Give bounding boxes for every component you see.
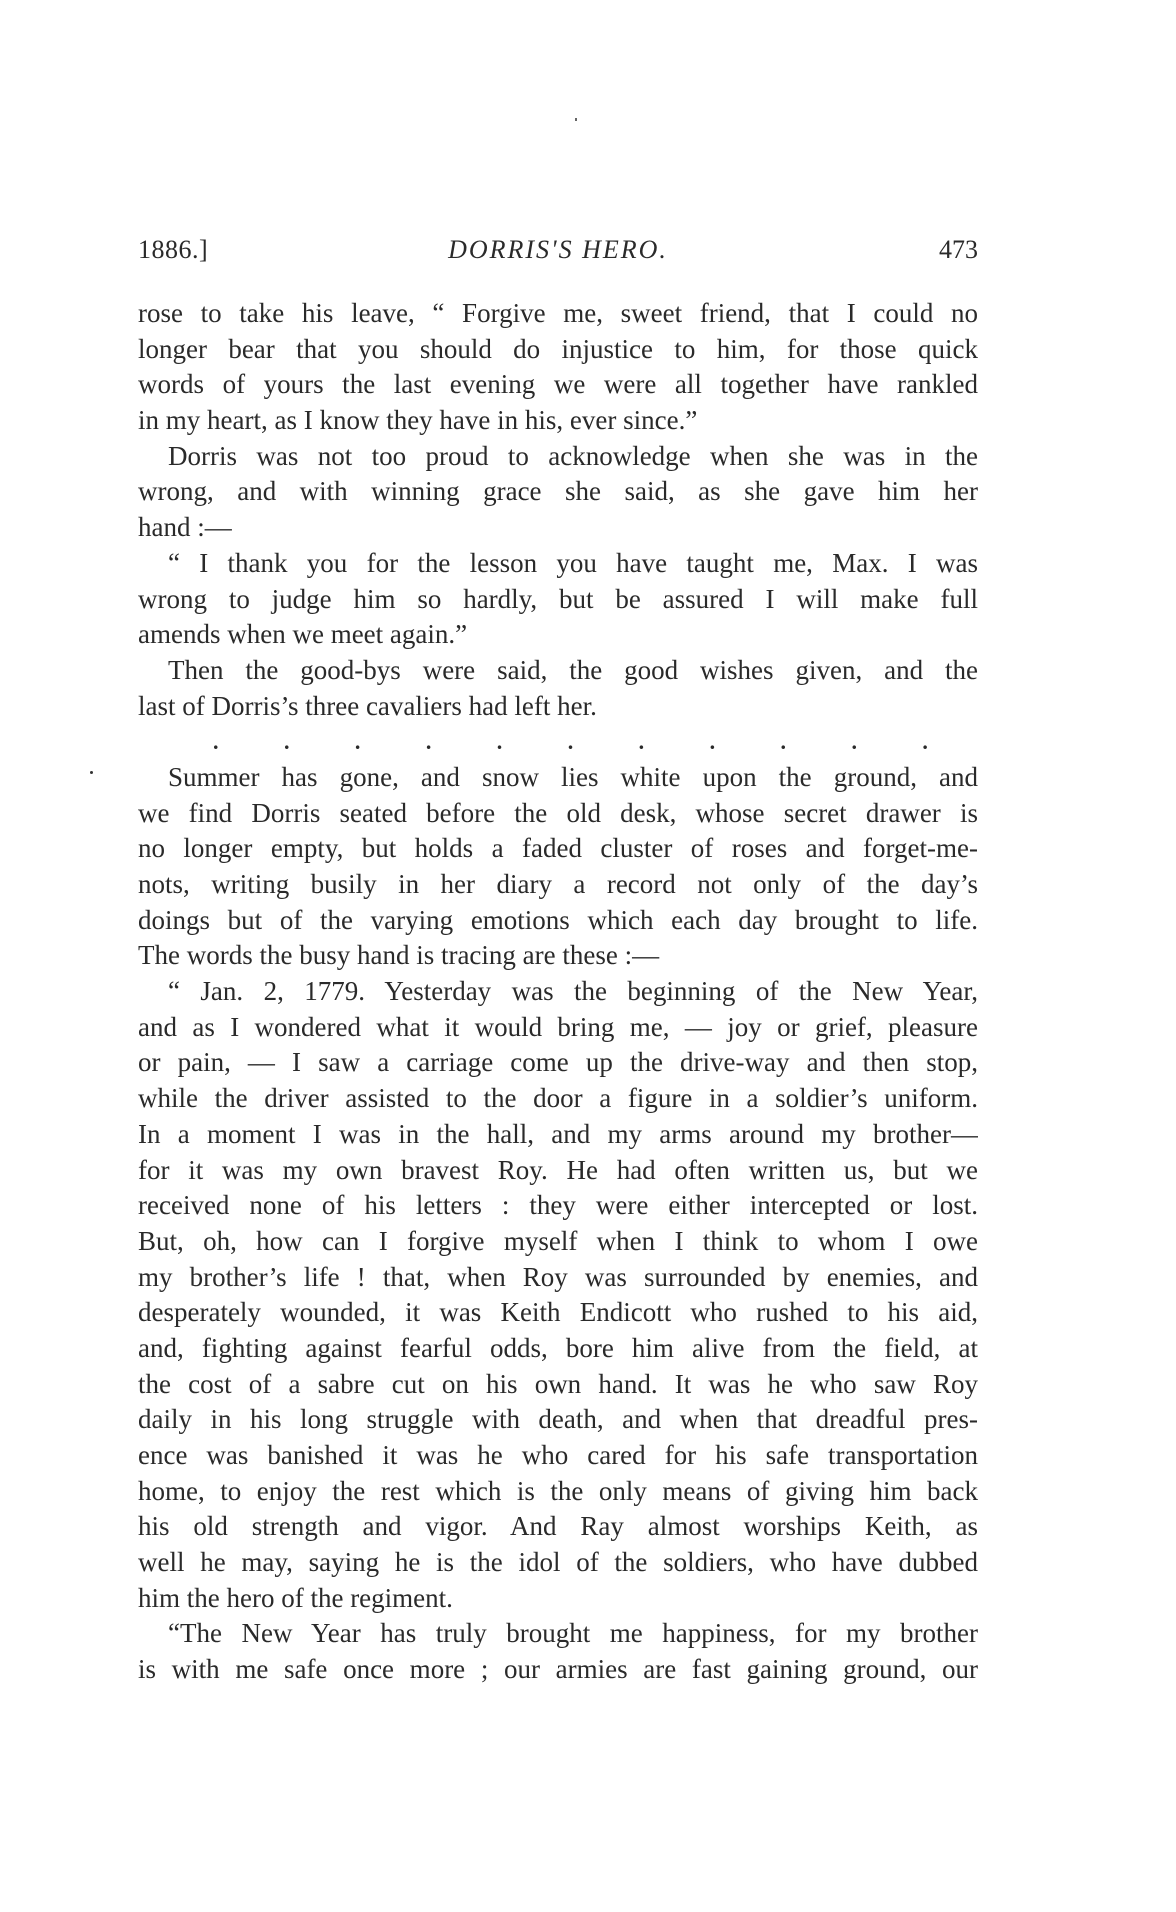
text-line: while the driver assisted to the door a figure in a soldier’s uniform. xyxy=(138,1083,978,1114)
body-text xyxy=(138,296,978,1688)
separator-dot: . xyxy=(780,729,786,755)
text-line: The words the busy hand is tracing are these :— xyxy=(138,940,660,971)
text-line: and, fighting against fearful odds, bore him alive from the field, at xyxy=(138,1332,978,1363)
separator-dot: . xyxy=(283,729,290,755)
text-line: well he may, saying he is the idol of the soldiers, who have dubbed xyxy=(138,1547,978,1578)
text-line: received none of his letters : they were either intercepted or lost. xyxy=(138,1190,978,1221)
text-line: Dorris was not too proud to acknowledge when she was in the xyxy=(168,440,978,471)
text-line: wrong to judge him so hardly, but be assured I will make full xyxy=(138,583,978,614)
text-line: doings but of the varying emotions which each day brought to life. xyxy=(138,904,978,935)
page-number: 473 xyxy=(939,235,978,264)
text-line: him the hero of the regiment. xyxy=(138,1582,453,1613)
header-title: DORRIS'S HERO. xyxy=(448,235,668,264)
ink-speck xyxy=(575,118,577,121)
text-line: “The New Year has truly brought me happiness, for my brother xyxy=(168,1618,978,1649)
separator-dot: . xyxy=(354,729,361,755)
text-line: “ I thank you for the lesson you have taught me, Max. I was xyxy=(168,547,978,578)
text-section-after-break xyxy=(138,760,978,1688)
text-line: daily in his long struggle with death, and when that dreadful pres- xyxy=(138,1404,978,1435)
text-line: In a moment I was in the hall, and my arms around my brother— xyxy=(138,1118,978,1149)
text-line: the cost of a sabre cut on his own hand. It was he who saw Roy xyxy=(138,1368,978,1399)
section-break-dots xyxy=(138,724,978,760)
separator-dot: . xyxy=(567,729,574,755)
text-line: longer bear that you should do injustice to him, for those quick xyxy=(138,333,978,364)
running-head xyxy=(138,232,978,268)
text-line: no longer empty, but holds a faded cluster of roses and forget-me- xyxy=(138,833,978,864)
text-line: my brother’s life ! that, when Roy was surrounded by enemies, and xyxy=(138,1261,978,1292)
text-line: we find Dorris seated before the old desk, whose secret drawer is xyxy=(138,797,978,828)
text-line: home, to enjoy the rest which is the only means of giving him back xyxy=(138,1475,978,1506)
text-line: last of Dorris’s three cavaliers had left her. xyxy=(138,690,597,721)
text-line: is with me safe once more ; our armies are fast gaining ground, our xyxy=(138,1654,978,1685)
separator-dot: . xyxy=(922,729,928,755)
text-line: rose to take his leave, “ Forgive me, sweet friend, that I could no xyxy=(138,298,978,328)
text-section-before-break xyxy=(138,296,978,724)
text-line: for it was my own bravest Roy. He had often written us, but we xyxy=(138,1154,978,1185)
text-line: “ Jan. 2, 1779. Yesterday was the beginning of the New Year, xyxy=(168,976,978,1007)
text-line: in my heart, as I know they have in his, ever since.” xyxy=(138,405,698,436)
text-line: But, oh, how can I forgive myself when I think to whom I owe xyxy=(138,1225,978,1256)
text-line: amends when we meet again.” xyxy=(138,619,468,650)
text-line: ence was banished it was he who cared for his safe transportation xyxy=(138,1440,978,1470)
text-line: and as I wondered what it would bring me, — joy or grief, pleasure xyxy=(138,1011,978,1042)
text-line: desperately wounded, it was Keith Endicott who rushed to his aid, xyxy=(138,1297,978,1328)
text-line: Then the good-bys were said, the good wishes given, and the xyxy=(168,654,978,685)
header-date: 1886.] xyxy=(138,235,209,264)
text-line: wrong, and with winning grace she said, as she gave him her xyxy=(138,476,978,507)
separator-dot: . xyxy=(709,729,716,755)
text-line: Summer has gone, and snow lies white upon the ground, and xyxy=(168,761,978,792)
separator-dot: . xyxy=(213,729,219,755)
separator-dot: . xyxy=(496,729,503,755)
text-line: his old strength and vigor. And Ray almost worships Keith, as xyxy=(138,1511,978,1542)
text-line: nots, writing busily in her diary a record not only of the day’s xyxy=(138,869,978,899)
margin-mark xyxy=(90,771,93,774)
text-line: words of yours the last evening we were all together have rankled xyxy=(138,369,978,400)
separator-dot: . xyxy=(638,729,645,755)
separator-dot: . xyxy=(425,729,432,755)
text-line: hand :— xyxy=(138,512,232,543)
text-line: or pain, — I saw a carriage come up the drive-way and then stop, xyxy=(138,1047,978,1078)
separator-dot: . xyxy=(851,729,857,755)
